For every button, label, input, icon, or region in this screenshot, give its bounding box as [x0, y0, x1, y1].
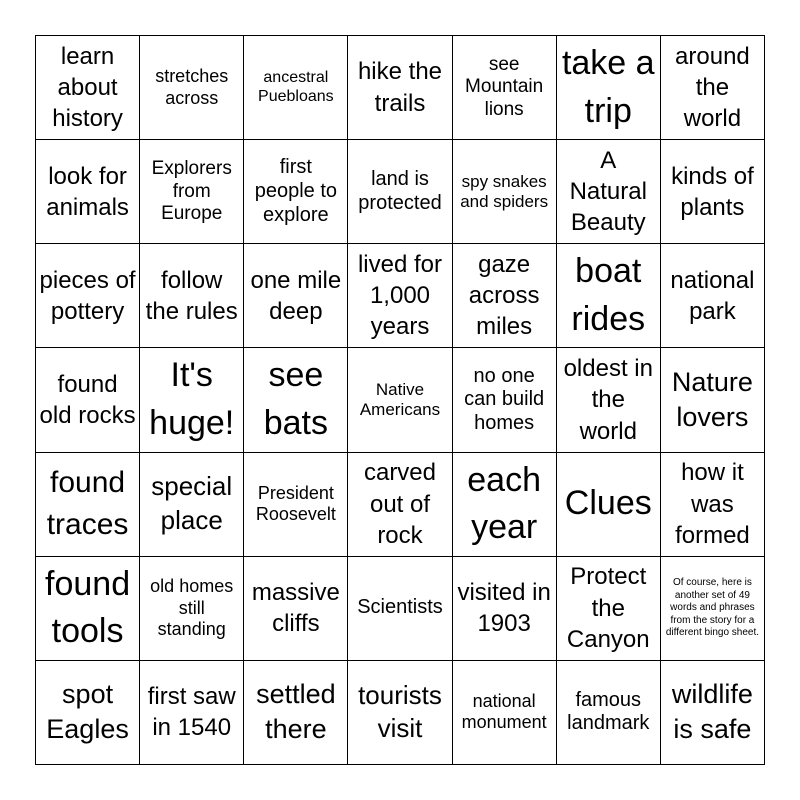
- bingo-cell[interactable]: Scientists: [348, 557, 452, 661]
- bingo-cell[interactable]: kinds of plants: [661, 140, 765, 244]
- bingo-cell[interactable]: lived for 1,000 years: [348, 244, 452, 348]
- bingo-cell[interactable]: found traces: [36, 453, 140, 557]
- bingo-cell[interactable]: see Mountain lions: [453, 36, 557, 140]
- bingo-cell[interactable]: one mile deep: [244, 244, 348, 348]
- bingo-cell[interactable]: boat rides: [557, 244, 661, 348]
- bingo-cell[interactable]: pieces of pottery: [36, 244, 140, 348]
- bingo-cell[interactable]: It's huge!: [140, 348, 244, 452]
- bingo-cell[interactable]: Native Americans: [348, 348, 452, 452]
- bingo-cell[interactable]: see bats: [244, 348, 348, 452]
- bingo-cell[interactable]: no one can build homes: [453, 348, 557, 452]
- bingo-cell[interactable]: Explorers from Europe: [140, 140, 244, 244]
- bingo-card-grid: [35, 35, 765, 765]
- bingo-cell[interactable]: spot Eagles: [36, 661, 140, 765]
- bingo-cell[interactable]: around the world: [661, 36, 765, 140]
- bingo-cell[interactable]: tourists visit: [348, 661, 452, 765]
- bingo-cell[interactable]: stretches across: [140, 36, 244, 140]
- bingo-cell[interactable]: famous landmark: [557, 661, 661, 765]
- bingo-cell[interactable]: visited in 1903: [453, 557, 557, 661]
- bingo-cell[interactable]: carved out of rock: [348, 453, 452, 557]
- bingo-cell[interactable]: how it was formed: [661, 453, 765, 557]
- bingo-cell[interactable]: A Natural Beauty: [557, 140, 661, 244]
- bingo-cell[interactable]: take a trip: [557, 36, 661, 140]
- bingo-cell[interactable]: Clues: [557, 453, 661, 557]
- bingo-cell[interactable]: first people to explore: [244, 140, 348, 244]
- bingo-cell[interactable]: Nature lovers: [661, 348, 765, 452]
- bingo-cell[interactable]: land is protected: [348, 140, 452, 244]
- bingo-cell[interactable]: settled there: [244, 661, 348, 765]
- bingo-cell[interactable]: look for animals: [36, 140, 140, 244]
- bingo-cell[interactable]: hike the trails: [348, 36, 452, 140]
- bingo-cell[interactable]: national park: [661, 244, 765, 348]
- bingo-cell[interactable]: massive cliffs: [244, 557, 348, 661]
- bingo-cell[interactable]: each year: [453, 453, 557, 557]
- bingo-cell[interactable]: Protect the Canyon: [557, 557, 661, 661]
- bingo-cell[interactable]: oldest in the world: [557, 348, 661, 452]
- bingo-cell[interactable]: first saw in 1540: [140, 661, 244, 765]
- bingo-cell[interactable]: spy snakes and spiders: [453, 140, 557, 244]
- bingo-cell[interactable]: found old rocks: [36, 348, 140, 452]
- bingo-cell[interactable]: follow the rules: [140, 244, 244, 348]
- bingo-cell[interactable]: learn about history: [36, 36, 140, 140]
- bingo-cell[interactable]: special place: [140, 453, 244, 557]
- bingo-cell[interactable]: wildlife is safe: [661, 661, 765, 765]
- bingo-cell[interactable]: found tools: [36, 557, 140, 661]
- bingo-cell[interactable]: old homes still standing: [140, 557, 244, 661]
- bingo-cell[interactable]: President Roosevelt: [244, 453, 348, 557]
- bingo-cell[interactable]: Of course, here is another set of 49 words and phrases from the story for a different bingo sheet.: [661, 557, 765, 661]
- bingo-cell[interactable]: national monument: [453, 661, 557, 765]
- bingo-cell[interactable]: ancestral Puebloans: [244, 36, 348, 140]
- bingo-cell[interactable]: gaze across miles: [453, 244, 557, 348]
